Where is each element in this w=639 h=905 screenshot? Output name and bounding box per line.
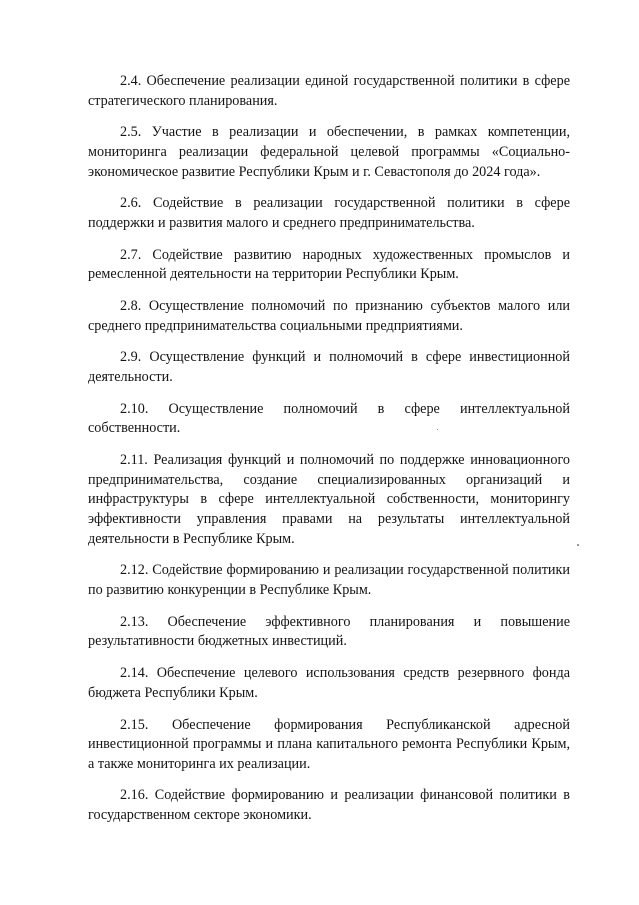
paragraph-2-16: 2.16. Содействие формированию и реализации финансовой политики в государственном секторе экономики. (88, 787, 570, 824)
paragraph-2-12: 2.12. Содействие формированию и реализации государственной политики по развитию конкуренции в Республике Крым. (88, 562, 570, 598)
document-body (88, 72, 570, 838)
paragraph-2-13: 2.13. Обеспечение эффективного планирования и повышение результативности бюджетных инвестиций. (88, 613, 570, 650)
paragraph-2-15: 2.15. Обеспечение формирования Республиканской адресной инвестиционной программы и плана капитального ремонта Республики Крым, а также мониторинга их реализации. (88, 716, 570, 772)
paragraph-2-6: 2.6. Содействие в реализации государственной политики в сфере поддержки и развития малого и среднего предпринимательства. (88, 195, 570, 231)
scan-speck (437, 429, 438, 430)
paragraph-2-5: 2.5. Участие в реализации и обеспечении, в рамках компетенции, мониторинга реализации федеральной целевой программы «Социально-экономическое развитие Республики Крым и г. Севастополя до 2024 года». (88, 124, 570, 180)
paragraph-2-8: 2.8. Осуществление полномочий по признанию субъектов малого или среднего предпринимательства социальными предприятиями. (88, 298, 570, 334)
paragraph-2-9: 2.9. Осуществление функций и полномочий в сфере инвестиционной деятельности. (88, 349, 570, 386)
scan-speck (577, 544, 579, 546)
paragraph-2-11: 2.11. Реализация функций и полномочий по поддержке инновационного предпринимательства, создание специализированных организаций и инфраструктуры в сфере интеллектуальной собственности, мониторингу эффективности управления правами на результаты интеллектуальной деятельности в Республике Крым. (88, 452, 570, 547)
paragraph-2-4: 2.4. Обеспечение реализации единой государственной политики в сфере стратегического планирования. (88, 73, 570, 109)
paragraph-2-14: 2.14. Обеспечение целевого использования средств резервного фонда бюджета Республики Крым. (88, 665, 570, 701)
paragraph-2-10: 2.10. Осуществление полномочий в сфере интеллектуальной собственности. (88, 400, 570, 437)
paragraph-2-7: 2.7. Содействие развитию народных художественных промыслов и ремесленной деятельности на территории Республики Крым. (88, 246, 570, 283)
